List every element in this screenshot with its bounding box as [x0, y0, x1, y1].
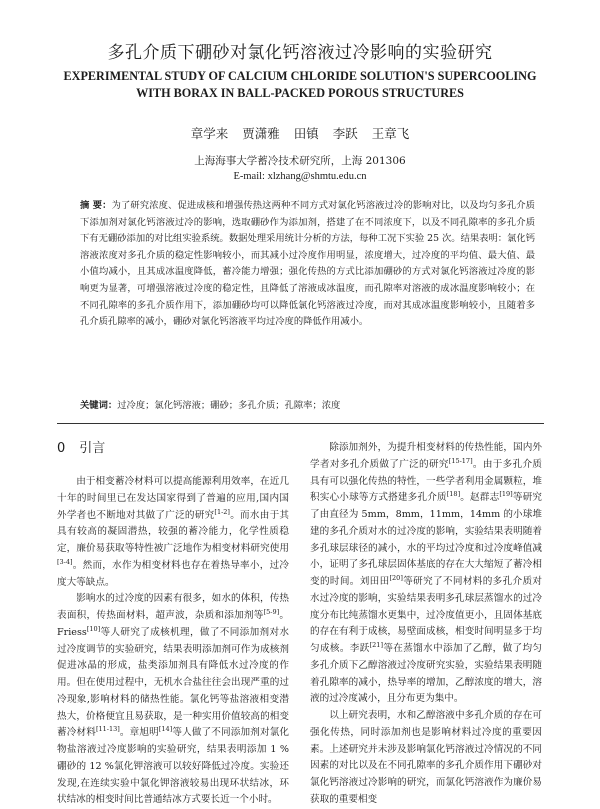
- left-paragraphs: [57, 474, 289, 809]
- paper-title-english: [40, 68, 560, 102]
- citation-ref: [14]: [158, 725, 173, 734]
- paper-title-chinese: 多孔介质下硼砂对氯化钙溶液过冷影响的实验研究: [107, 43, 493, 63]
- paragraph-text: 。Friess: [57, 610, 290, 638]
- citation-ref: [20]: [389, 573, 403, 582]
- section-number: 0: [57, 441, 66, 456]
- section-divider: [57, 423, 544, 424]
- paragraph-text: 。然而，水作为相变材料也存在着热导率小，过冷度大等缺点。: [57, 559, 289, 588]
- paragraph-text: 。章旭明: [119, 727, 159, 739]
- abstract: [80, 198, 535, 331]
- citation-ref: [19]: [499, 490, 513, 499]
- paragraph-text: 等在蒸馏水中添加了乙醇，做了均匀多孔介质下乙醇溶液过冷度研究实验，实验结果表明随着孔隙率的减小，热导率的增加，乙醇浓度的增大，溶液的过冷度减小，且分布更为集中。: [310, 643, 543, 705]
- section-title: 引言: [79, 441, 106, 456]
- citation-ref: [1-2]: [214, 507, 230, 516]
- paragraph-text: 由于相变蓄冷材料可以提高能源利用效率，在近几十年的时间里已在发达国家得到了普遍的应用,国内国外学者也不断地对其做了广泛的研究: [57, 476, 289, 521]
- keywords-label: 关键词：: [80, 400, 118, 411]
- citation-ref: [21]: [369, 640, 383, 649]
- paragraph-text: 等人研究了成核机理，做了不同添加剂对水过冷度调节的实验研究，结果表明添加剂可作为成核剂促进冰晶的形成，盐类添加剂具有降低水过冷度的作用。但在使用过程中，无机水合盐往往会出现严重的过冷现象,影响材料的储热性能。氯化钙等盐溶液相变潜热大，价格便宜且易获取，是一种实用价值较高的相变蓄冷材料: [57, 626, 289, 739]
- body-paragraph: [57, 591, 289, 809]
- paragraph-text: 。而水由于其具有较高的凝固潜热，较强的蓄冷能力，化学性质稳定，廉价易获取等特性被广泛地作为相变材料研究使用: [57, 509, 290, 554]
- keywords: [80, 398, 535, 414]
- citation-ref: [18]: [446, 490, 461, 499]
- abstract-text: 为了研究浓度、促进成核和增强传热这两种不同方式对氯化钙溶液过冷的影响对比，以及均匀多孔介质下添加剂对氯化钙溶液过冷的影响，选取硼砂作为添加剂，搭建了在不同浓度下，以及不同孔隙率的多孔介质下有无硼砂添加的对比组实验系统。数据处理采用统计分析的方法，每种工况下实验 25 次。结果表明：氯化钙溶液浓度对多孔介质的稳定性影响较小，而其减小过冷度作用明显，浓度增大，过冷度的平均值、最大值、最小值均减小，且其成冰温度降低，蓄冷能力增强；强化传热的方式比添加硼砂的方式对氯化钙溶液过冷度的影响更为显著，可增强溶液过冷度的稳定性，且降低了溶液成冰温度，而孔隙率对溶液的成冰温度影响较小；在不同孔隙率的多孔介质作用下，添加硼砂均可以降低氯化钙溶液过冷度，而对其成冰温度影响较小，且随着多孔介质孔隙率的减小，硼砂对氯化钙溶液平均过冷度的降低作用减小。: [80, 200, 535, 328]
- body-paragraph: [310, 440, 542, 708]
- paragraph-text: 。赵群志: [460, 492, 500, 504]
- keywords-text: 过冷度；氯化钙溶液；硼砂；多孔介质；孔隙率；浓度: [117, 400, 341, 411]
- paragraph-text: 影响水的过冷度的因素有很多，如水的体积，传热表面积，传热面材料，超声波，杂质和添加剂等: [57, 593, 289, 621]
- paper-title-english-line-2: WITH BORAX IN BALL-PACKED POROUS STRUCTURES: [136, 86, 464, 100]
- body-column-left: [57, 440, 289, 809]
- body-column-right: [310, 440, 542, 809]
- paragraph-text: 等人做了不同添加剂对氯化物盐溶液过冷度影响的实验研究，结果表明添加 1 %硼砂的 12 %氯化钾溶液可以较好降低过冷度。实验还发现,在连续实验中氯化钾溶液较易出现环状结冰，环状结冰的相变时间比普通结冰方式要长近一个小时。: [57, 727, 290, 806]
- citation-ref: [11-13]: [95, 725, 120, 734]
- right-paragraphs: [310, 440, 542, 809]
- citation-ref: [3-4]: [57, 557, 73, 566]
- author-name: 田镇: [293, 126, 319, 141]
- citation-ref: [10]: [86, 624, 101, 633]
- author-name: 贾潇雅: [242, 126, 280, 141]
- body-paragraph: [57, 474, 289, 591]
- author-name: 李跃: [332, 126, 358, 141]
- paragraph-text: 以上研究表明，水和乙醇溶液中多孔介质的存在可强化传热，同时添加剂也是影响材料过冷度的重要因素。上述研究并未涉及影响氯化钙溶液过冷情况的不同因素的对比以及在不同孔隙率的多孔介质作用下硼砂对氯化钙溶液过冷影响的研究，而氯化钙溶液作为廉价易获取的重要相变: [310, 710, 542, 805]
- author-name: 王章飞: [371, 126, 410, 141]
- author-list: [0, 124, 600, 142]
- affiliation: 上海海事大学蓄冷技术研究所，上海 201306: [194, 155, 406, 167]
- contact-email: E-mail: xlzhang@shmtu.edu.cn: [233, 171, 367, 182]
- citation-ref: [15-17]: [448, 456, 473, 465]
- paragraph-text: 。由于多孔介质具有可以强化传热的特性，一些学者利用金属颗粒，堆积实心小球等方式搭建多孔介质: [310, 458, 543, 504]
- paragraph-text: 等研究了不同材料的多孔介质对水过冷度的影响，实验结果表明多孔球层蒸馏水的过冷度分布比纯蒸馏水更集中，过冷度值更小，且固体基底的存在有利于成核，易壁面成核，相变时间明显多于均匀成核。李跃: [310, 576, 543, 654]
- body-paragraph: [310, 708, 542, 809]
- paragraph-text: 等研究了由直径为 5mm，8mm，11mm，14mm 的小球堆建的多孔介质对水的过冷度的影响，实验结果表明随着多孔球层球径的减小，水的平均过冷度和过冷度峰值减小，证明了多孔球层固体基底的存在大大缩短了蓄冷相变的时间。刘田田: [310, 492, 543, 587]
- abstract-label: 摘 要：: [80, 200, 112, 211]
- section-heading: [57, 440, 289, 458]
- paragraph-text: 除添加剂外，为提升相变材料的传热性能，国内外学者对多孔介质做了广泛的研究: [310, 442, 542, 470]
- paper-title-english-line-1: EXPERIMENTAL STUDY OF CALCIUM CHLORIDE SOLUTION'S SUPERCOOLING: [63, 69, 537, 83]
- author-name: 章学来: [190, 126, 229, 141]
- citation-ref: [5-9]: [263, 607, 280, 616]
